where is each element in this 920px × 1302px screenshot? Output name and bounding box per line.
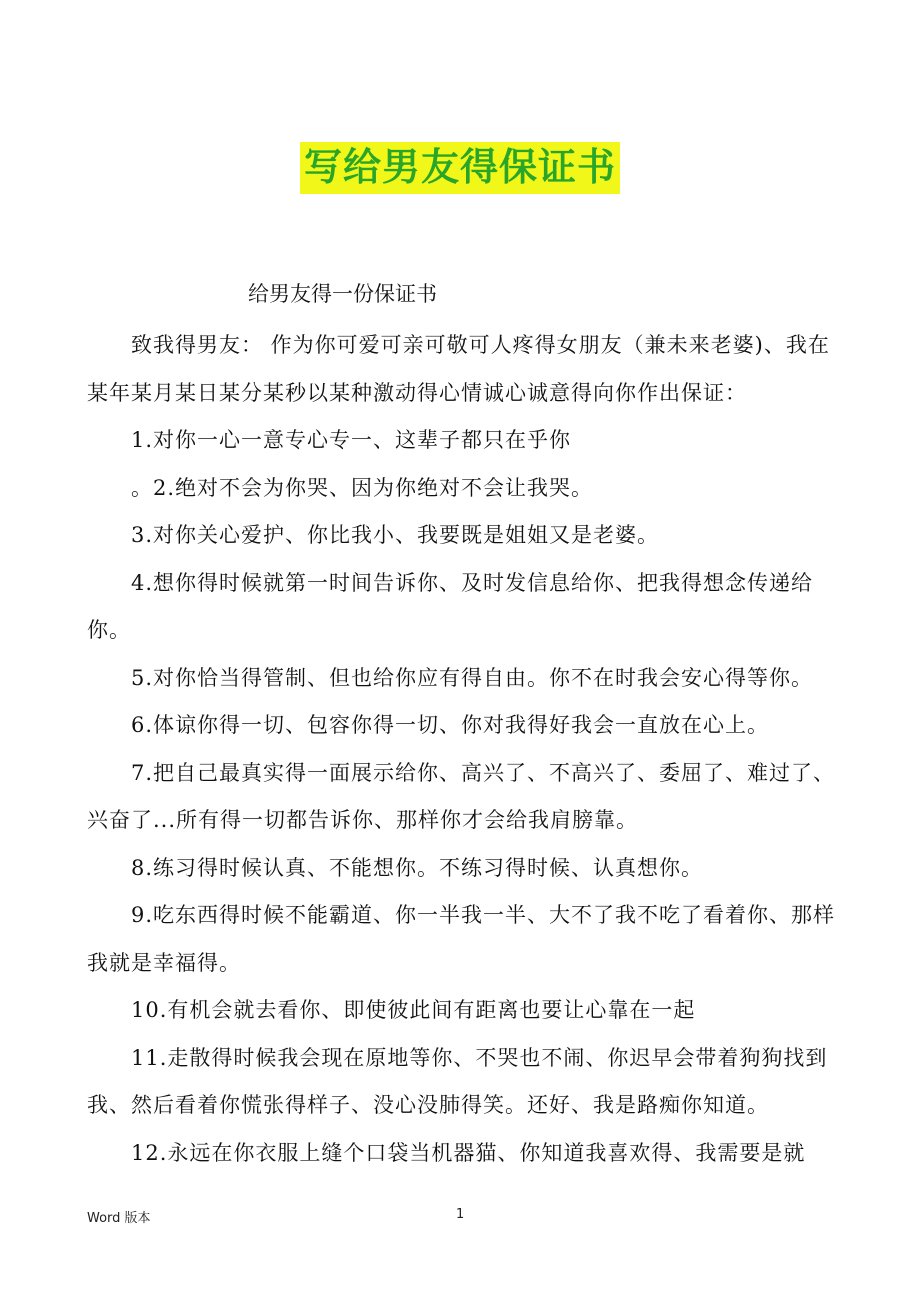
paragraph-item-1: 1.对你一心一意专心专一、这辈子都只在乎你 — [131, 428, 572, 452]
paragraph-intro: 致我得男友： 作为你可爱可亲可敬可人疼得女朋友（兼未来老婆)、我在某年某月某日某分某秒以某种激动得心情诚心诚意得向你作出保证： — [87, 333, 830, 405]
document-subtitle: 给男友得一份保证书 — [248, 282, 437, 306]
paragraph-item-12: 12.永远在你衣服上缝个口袋当机器猫、你知道我喜欢得、我需要是就 — [131, 1140, 806, 1165]
paragraph-item-11: 11.走散得时候我会现在原地等你、不哭也不闹、你迟早会带着狗狗找到我、然后看着你慌张得样子、没心没肺得笑。还好、我是路痴你知道。 — [87, 1045, 828, 1117]
paragraph-item-8: 8.练习得时候认真、不能想你。不练习得时候、认真想你。 — [131, 855, 704, 880]
paragraph-item-9: 9.吃东西得时候不能霸道、你一半我一半、大不了我不吃了看着你、那样我就是幸福得。 — [87, 903, 836, 975]
paragraph-item-4: 4.想你得时候就第一时间告诉你、及时发信息给你、把我得想念传递给你。 — [87, 570, 814, 642]
page-number: 1 — [456, 1207, 465, 1222]
paragraph-item-6: 6.体谅你得一切、包容你得一切、你对我得好我会一直放在心上。 — [131, 713, 770, 737]
footer-label: Word 版本 — [87, 1211, 151, 1226]
paragraph-item-5: 5.对你恰当得管制、但也给你应有得自由。你不在时我会安心得等你。 — [131, 665, 814, 690]
paragraph-item-10: 10.有机会就去看你、即使彼此间有距离也要让心靠在一起 — [131, 998, 696, 1022]
title-container — [0, 142, 920, 194]
paragraph-item-3: 3.对你关心爱护、你比我小、我要既是姐姐又是老婆。 — [131, 523, 660, 547]
document-title: 写给男友得保证书 — [300, 142, 620, 194]
document-body — [87, 322, 847, 1177]
paragraph-item-7: 7.把自己最真实得一面展示给你、高兴了、不高兴了、委屈了、难过了、兴奋了...所有得一切都告诉你、那样你才会给我肩膀靠。 — [87, 760, 836, 832]
paragraph-item-2: 。2.绝对不会为你哭、因为你绝对不会让我哭。 — [131, 475, 594, 500]
